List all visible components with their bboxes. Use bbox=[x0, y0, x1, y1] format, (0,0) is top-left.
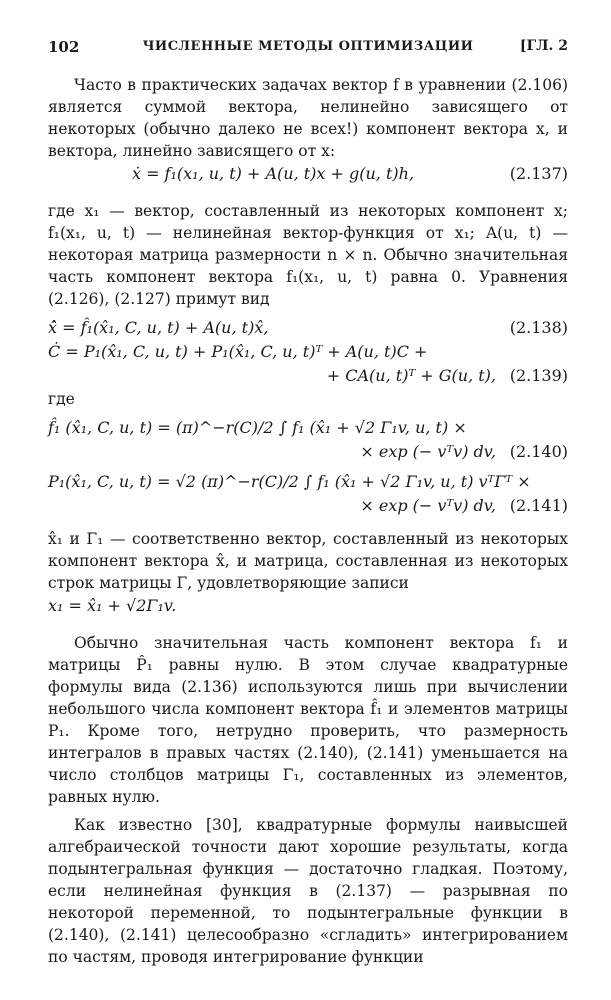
paragraph-4: x̂₁ и Γ₁ — соответственно вектор, составленный из некоторых компонент вектора x̂, и матрица, составленная из некоторых строк матрицы Γ, удовлетворяющие записи bbox=[48, 530, 568, 592]
equation-text: Ċ = P₁(x̂₁, C, u, t) + P₁(x̂₁, C, u, t)ᵀ + A(u, t)C + bbox=[48, 342, 428, 361]
equation-number: (2.141) bbox=[509, 496, 568, 515]
equation-2-138 bbox=[48, 316, 568, 340]
paragraph-6: Как известно [30], квадратурные формулы наивысшей алгебраической точности дают хорошие результаты, когда подынтегральная функция — достаточно гладкая. Поэтому, если нелинейная функция в (2.137) — разрывная по некоторой переменной, то подынтегральные функции в (2.140), (2.141) целесообразно «сгладить» интегрированием по частям, проводя интегрирование функции bbox=[48, 816, 568, 966]
page-number: 102 bbox=[48, 38, 80, 56]
equation-2-139-line-1 bbox=[48, 340, 568, 364]
equation-text: × exp (− vᵀv) dv, bbox=[360, 442, 496, 461]
equation-2-141-line-1 bbox=[48, 470, 568, 494]
running-head: ЧИСЛЕННЫЕ МЕТОДЫ ОПТИМИЗАЦИИ bbox=[142, 39, 474, 54]
equation-2-139-line-2 bbox=[48, 364, 568, 388]
equation-number: (2.138) bbox=[509, 318, 568, 337]
equation-number: (2.140) bbox=[509, 442, 568, 461]
paragraph-5: Обычно значительная часть компонент вектора f₁ и матрицы P̂₁ равны нулю. В этом случае квадратурные формулы вида (2.136) используются лишь при вычислении небольшого числа компонент вектора f̂₁ и элементов матрицы P₁. Кроме того, нетрудно проверить, что размерность интегралов в правых частях (2.140), (2.141) уменьшается на число столбцов матрицы Γ₁, составленных из элементов, равных нулю. bbox=[48, 634, 568, 806]
equation-number: (2.137) bbox=[509, 164, 568, 183]
equation-2-140-line-2 bbox=[48, 440, 568, 464]
equation-text: x̂̇ = f̂₁(x̂₁, C, u, t) + A(u, t)x̂, bbox=[48, 318, 269, 337]
equation-2-140-line-1 bbox=[48, 416, 568, 440]
equation-2-137 bbox=[48, 162, 568, 186]
book-page bbox=[48, 38, 568, 968]
equation-x1 bbox=[48, 594, 568, 618]
paragraph-2: где x₁ — вектор, составленный из некоторых компонент x; f₁(x₁, u, t) — нелинейная вектор-функция от x₁; A(u, t) — некоторая матрица размерности n × n. Обычно значительная часть компонент вектора f₁(x₁, u, t) равна 0. Уравнения (2.126), (2.127) примут вид bbox=[48, 202, 568, 308]
equation-text: + CA(u, t)ᵀ + G(u, t), bbox=[326, 366, 496, 385]
equation-text: × exp (− vᵀv) dv, bbox=[360, 496, 496, 515]
equation-text: x₁ = x̂₁ + √2Γ₁v. bbox=[48, 596, 177, 615]
equation-text: f̂₁ (x̂₁, C, u, t) = (π)^−r(C)/2 ∫ f₁ (x̂₁ + √2 Γ₁v, u, t) × bbox=[48, 418, 467, 437]
equation-text: P₁(x̂₁, C, u, t) = √2 (π)^−r(C)/2 ∫ f₁ (x̂₁ + √2 Γ₁v, u, t) vᵀΓᵀ × bbox=[48, 472, 531, 491]
equation-number: (2.139) bbox=[509, 366, 568, 385]
paragraph-1: Часто в практических задачах вектор f в уравнении (2.106) является суммой вектора, нелинейно зависящего от некоторых (обычно далеко не всех!) компонент вектора x, и вектора, линейно зависящего от x: bbox=[48, 76, 568, 160]
chapter-marker: [ГЛ. 2 bbox=[519, 38, 568, 54]
page-header bbox=[48, 38, 568, 64]
equation-2-141-line-2 bbox=[48, 494, 568, 518]
paragraph-3: где bbox=[48, 390, 75, 408]
equation-text: ẋ = f₁(x₁, u, t) + A(u, t)x + g(u, t)h, bbox=[131, 164, 415, 183]
